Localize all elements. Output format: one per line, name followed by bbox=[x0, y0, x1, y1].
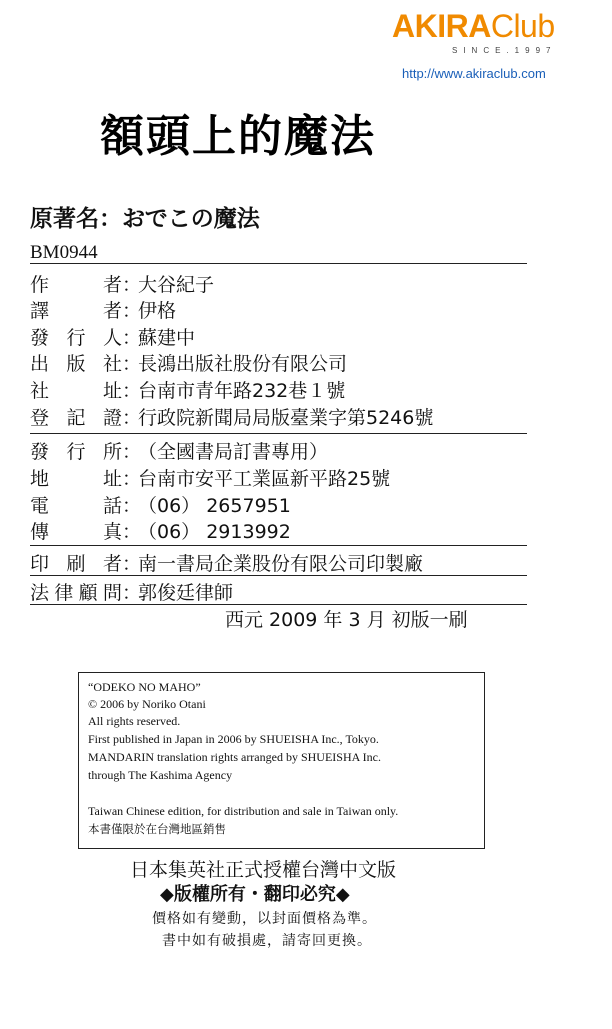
credit-colon: ： bbox=[122, 553, 142, 575]
credit-colon: ： bbox=[122, 468, 142, 490]
credit-row-publisher-person bbox=[30, 323, 195, 349]
book-title: 額頭上的魔法 bbox=[100, 111, 376, 162]
license-line-chinese: 本書僅限於在台灣地區銷售 bbox=[88, 822, 226, 836]
credit-row-printer bbox=[30, 549, 423, 575]
original-title-row bbox=[30, 200, 260, 233]
credit-label: 社址 bbox=[30, 380, 122, 402]
license-line: MANDARIN translation rights arranged by SHUEISHA Inc. bbox=[88, 750, 381, 764]
credit-label: 地址 bbox=[30, 468, 122, 490]
credit-label: 法律顧問 bbox=[30, 582, 122, 604]
credit-row-company-address bbox=[30, 376, 345, 402]
divider-print bbox=[30, 545, 527, 546]
credit-label: 譯者 bbox=[30, 300, 122, 322]
credit-row-translator bbox=[30, 296, 176, 322]
logo-since: SINCE.1997 bbox=[452, 46, 557, 55]
credit-colon: ： bbox=[122, 380, 142, 402]
license-line: “ODEKO NO MAHO” bbox=[88, 680, 201, 694]
original-title-colon: ： bbox=[99, 206, 122, 232]
rights-line: ◆版權所有・翻印必究◆ bbox=[160, 884, 350, 905]
original-title-label: 原著名 bbox=[30, 206, 99, 232]
credit-row-publisher bbox=[30, 349, 347, 375]
credit-colon: ： bbox=[122, 521, 142, 543]
license-line: © 2006 by Noriko Otani bbox=[88, 697, 206, 711]
credit-row-author bbox=[30, 270, 214, 296]
authorization-line: 日本集英社正式授權台灣中文版 bbox=[130, 859, 397, 881]
credit-value: （06） 2913992 bbox=[138, 521, 291, 543]
credit-row-registration bbox=[30, 403, 433, 429]
credit-row-legal-advisor bbox=[30, 578, 233, 604]
credit-label: 印刷者 bbox=[30, 553, 122, 575]
credit-colon: ： bbox=[122, 327, 142, 349]
credit-value: 台南市青年路232巷１號 bbox=[138, 380, 346, 402]
credit-colon: ： bbox=[122, 582, 142, 604]
credit-colon: ： bbox=[122, 495, 142, 517]
credit-value: 長鴻出版社股份有限公司 bbox=[138, 353, 348, 375]
credit-value: 大谷紀子 bbox=[138, 274, 215, 296]
credit-colon: ： bbox=[122, 300, 142, 322]
license-line: Taiwan Chinese edition, for distribution and sale in Taiwan only. bbox=[88, 804, 399, 818]
credit-value: 行政院新聞局局版臺業字第5246號 bbox=[138, 407, 434, 429]
credit-row-distributor bbox=[30, 437, 328, 463]
credit-colon: ： bbox=[122, 407, 142, 429]
credit-colon: ： bbox=[122, 441, 142, 463]
credit-row-phone bbox=[30, 491, 291, 517]
price-note: 價格如有變動，以封面價格為準。 bbox=[152, 911, 377, 927]
license-line: All rights reserved. bbox=[88, 714, 181, 728]
license-line: First published in Japan in 2006 by SHUEISHA Inc., Tokyo. bbox=[88, 732, 379, 746]
logo-url: http://www.akiraclub.com bbox=[402, 66, 546, 81]
credit-label: 登記證 bbox=[30, 407, 122, 429]
divider-printer bbox=[30, 575, 527, 576]
book-code: BM0944 bbox=[30, 242, 98, 263]
credit-label: 發行所 bbox=[30, 441, 122, 463]
logo-wordmark bbox=[392, 8, 555, 45]
credit-colon: ： bbox=[122, 353, 142, 375]
edition-date: 西元 2009 年 3 月 初版一刷 bbox=[225, 609, 468, 631]
credit-value: 蘇建中 bbox=[138, 327, 196, 349]
credit-label: 作者 bbox=[30, 274, 122, 296]
logo-word-akira: AKIRA bbox=[392, 8, 491, 44]
credit-label: 傳真 bbox=[30, 521, 122, 543]
credit-label: 發行人 bbox=[30, 327, 122, 349]
credit-value: 台南市安平工業區新平路25號 bbox=[138, 468, 391, 490]
credit-label: 出版社 bbox=[30, 353, 122, 375]
credit-row-address bbox=[30, 464, 390, 490]
credit-value: （06） 2657951 bbox=[138, 495, 291, 517]
original-title-value: おでこの魔法 bbox=[122, 206, 260, 232]
credit-colon: ： bbox=[122, 274, 142, 296]
defect-note: 書中如有破損處，請寄回更換。 bbox=[162, 933, 372, 949]
credit-value: （全國書局訂書專用） bbox=[138, 441, 329, 463]
license-line: through The Kashima Agency bbox=[88, 768, 233, 782]
logo-word-club: Club bbox=[490, 8, 555, 44]
credit-row-fax bbox=[30, 517, 291, 543]
credit-label: 電話 bbox=[30, 495, 122, 517]
divider-mid bbox=[30, 433, 527, 434]
license-box bbox=[78, 672, 485, 849]
credit-value: 郭俊廷律師 bbox=[138, 582, 234, 604]
divider-top bbox=[30, 263, 527, 264]
credit-value: 南一書局企業股份有限公司印製廠 bbox=[138, 553, 424, 575]
akiraclub-logo bbox=[392, 8, 602, 88]
credit-value: 伊格 bbox=[138, 300, 177, 322]
